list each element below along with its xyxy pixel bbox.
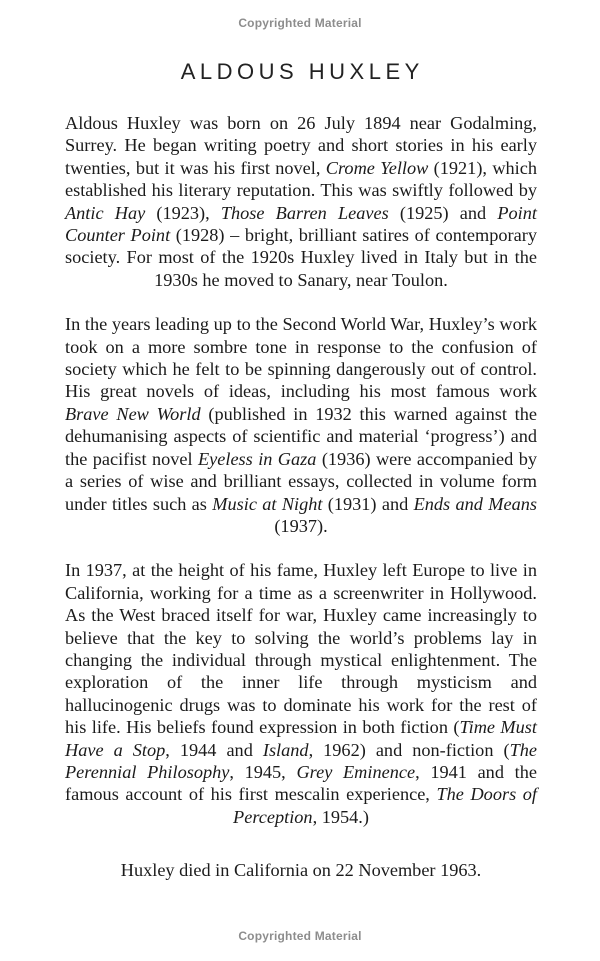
book-title-italic-run: Time Must Have a Stop <box>65 717 537 760</box>
text-run: (1923), <box>145 202 221 223</box>
bio-paragraph-2 <box>65 313 537 537</box>
book-title-italic-run: Eyeless in Gaza <box>197 448 317 469</box>
bio-paragraph-3 <box>65 559 537 828</box>
author-name-title: ALDOUS HUXLEY <box>180 59 424 84</box>
text-run: , 1945, <box>229 761 297 782</box>
text-run: (published in 1932 this warned against the dehumanising aspects of scientific and material ‘progress’) and the pacifist novel <box>65 403 537 469</box>
closing-line: Huxley died in California on 22 November 1963. <box>120 860 482 881</box>
book-title-italic-run: Those Barren Leaves <box>220 202 389 223</box>
text-run: (1921), which established his literary reputation. This was swiftly followed by <box>65 157 537 201</box>
book-title-italic-run: Ends and Means <box>413 493 537 514</box>
biography-text-block <box>65 112 537 882</box>
text-run: (1937). <box>274 515 328 536</box>
book-title-italic-run: The Perennial Philosophy <box>65 739 537 782</box>
bio-paragraph-1 <box>65 112 537 291</box>
text-run: Aldous Huxley was born on 26 July 1894 near Godalming, Surrey. He began writing poetry and short stories in his early twenties, but it was his first novel, <box>65 113 537 178</box>
text-run: , 1962) and non-fiction ( <box>308 739 510 760</box>
text-run: (1936) were accompanied by a series of wise and brilliant essays, collected in volume form under titles such as <box>65 448 537 514</box>
text-run: In the years leading up to the Second World War, Huxley’s work took on a more sombre tone in response to the confusion of society which he felt to be spinning dangerously out of control. His great novels of ideas, including his most famous work <box>65 314 537 402</box>
book-title-italic-run: Brave New World <box>65 403 201 424</box>
text-run: In 1937, at the height of his fame, Huxley left Europe to live in California, working for a time as a screenwriter in Hollywood. As the West braced itself for war, Huxley came increasingly to believe that the key to solving the world’s problems lay in changing the individual through mystical enlightenment. The exploration of the inner life through mysticism and hallucinogenic drugs was to dominate his work for the rest of his life. His beliefs found expression in both fiction ( <box>65 560 537 738</box>
text-run: , 1941 and the famous account of his first mescalin experience, <box>65 761 537 805</box>
text-run: , 1944 and <box>165 739 263 760</box>
book-title-italic-run: Point Counter Point <box>65 202 537 246</box>
copyright-notice-bottom: Copyrighted Material <box>238 929 362 943</box>
text-run: , 1954.) <box>312 806 369 827</box>
book-title-italic-run: Grey Eminence <box>296 761 416 782</box>
copyright-notice-top: Copyrighted Material <box>238 16 362 30</box>
text-run: (1931) and <box>322 493 414 514</box>
text-run: (1925) and <box>388 202 498 223</box>
book-title-italic-run: Crome Yellow <box>325 157 429 178</box>
book-title-italic-run: Antic Hay <box>65 202 146 223</box>
book-title-italic-run: Music at Night <box>212 493 323 514</box>
text-run: (1928) – bright, brilliant satires of contemporary society. For most of the 1920s Huxley lived in Italy but in the 1930s he moved to Sanary, near Toulon. <box>65 225 537 290</box>
book-title-italic-run: Island <box>262 739 309 760</box>
book-title-italic-run: The Doors of Perception <box>233 784 537 827</box>
